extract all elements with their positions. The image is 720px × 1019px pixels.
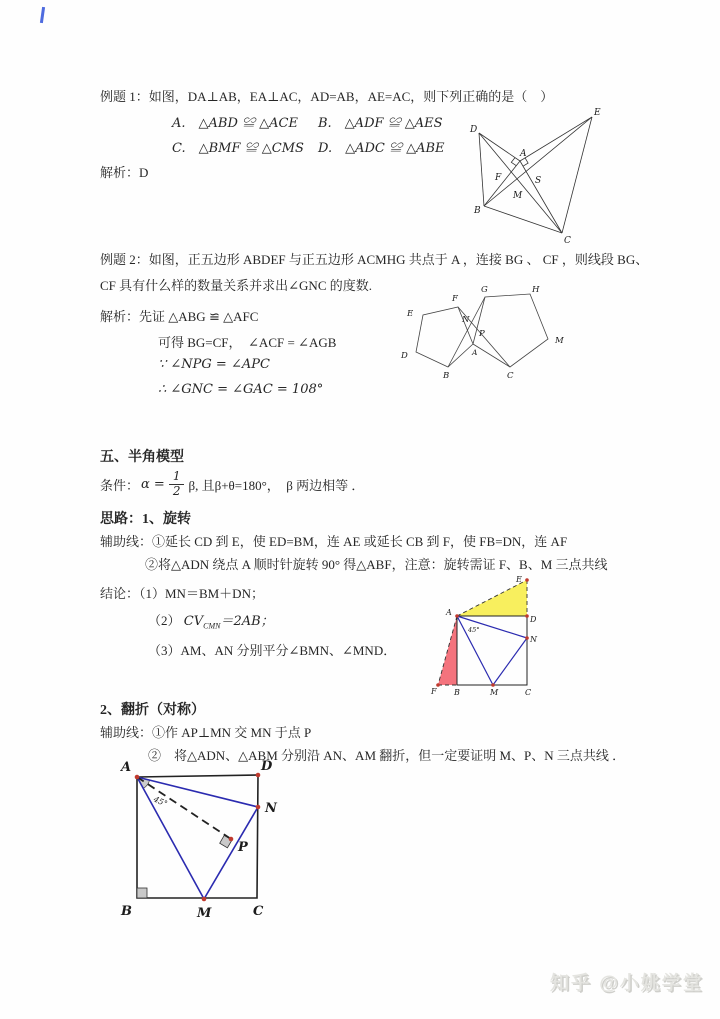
point-label-F: F bbox=[452, 294, 458, 304]
point-label-C: C bbox=[507, 371, 514, 381]
point-label-B: B bbox=[474, 206, 481, 216]
example2-solution-line1: 解析：先证 △ABG ≌ △AFC bbox=[100, 309, 259, 324]
conclusion-item2-subscript: CMN bbox=[203, 621, 221, 631]
fold-diagram bbox=[97, 757, 287, 922]
point-label-H: H bbox=[532, 285, 540, 295]
aux-line2: ②将△ADN 绕点 A 顺时针旋转 90° 得△ABF，注意：旋转需证 F、B、M 三点共线 bbox=[145, 557, 608, 572]
point-label-C: C bbox=[525, 688, 532, 697]
point-label-B: B bbox=[121, 904, 132, 919]
example1-diagram-labels bbox=[469, 108, 601, 246]
example2-line1: 例题 2：如图，正五边形 ABDEF 与正五边形 ACMHG 共点于 A ，连接 BG 、 CF ，则线段 BG、 bbox=[100, 252, 649, 267]
right-angle-mark-B bbox=[137, 888, 147, 898]
point-label-E: E bbox=[516, 575, 522, 584]
example1-option-a: A. △ABD ≌ △ACE bbox=[172, 116, 298, 131]
point-label-M: M bbox=[490, 688, 499, 697]
condition-fraction bbox=[169, 470, 185, 499]
example1-diagram bbox=[452, 103, 622, 248]
point-label-A: A bbox=[472, 348, 478, 357]
fold-aux-line1: 辅助线：①作 AP⊥MN 交 MN 于点 P bbox=[100, 725, 312, 740]
condition-alpha: α = bbox=[141, 476, 165, 492]
point-label-B: B bbox=[454, 688, 460, 697]
point-label-S: S bbox=[535, 176, 542, 186]
point-label-M: M bbox=[513, 191, 523, 201]
condition-rest: β, 且β+θ=180°， β 两边相等 ． bbox=[188, 477, 365, 493]
example2-diagram-labels bbox=[400, 285, 564, 381]
right-angle-mark-dab bbox=[511, 158, 516, 166]
example2-solution-line3: ∵ ∠NPG = ∠APC bbox=[158, 357, 270, 372]
point-label-A: A bbox=[446, 608, 452, 617]
fraction-numerator: 1 bbox=[169, 470, 185, 485]
point-label-D: D bbox=[261, 759, 273, 774]
conclusion-item3: （3）AM、AN 分别平分∠BMN、∠MND． bbox=[148, 643, 397, 658]
example2-diagram bbox=[393, 282, 673, 402]
point-label-P: P bbox=[479, 329, 485, 339]
stray-blue-mark bbox=[40, 7, 45, 23]
conclusion-item2 bbox=[148, 610, 274, 631]
section-heading-half-angle: 五、半角模型 bbox=[100, 450, 184, 465]
point-label-P: P bbox=[238, 840, 248, 855]
watermark: 知乎 @小姚学堂 bbox=[550, 973, 704, 994]
dashed-ap-line bbox=[137, 777, 231, 839]
example1-title: 例题 1：如图，DA⊥AB，EA⊥AC，AD=AB，AE=AC，则下列正确的是（ ） bbox=[100, 89, 554, 104]
example1-option-c: C. △BMF ≌ △CMS bbox=[172, 141, 304, 156]
rotation-diagram bbox=[424, 574, 549, 700]
point-label-N: N bbox=[530, 635, 537, 644]
example1-option-d: D. △ADC ≌ △ABE bbox=[318, 141, 445, 156]
point-label-F: F bbox=[431, 687, 437, 696]
conclusion-item2-prefix: （2） bbox=[148, 613, 181, 628]
point-label-E: E bbox=[594, 108, 601, 118]
condition-label: 条件： bbox=[100, 477, 140, 493]
fraction-denominator: 2 bbox=[172, 483, 181, 498]
point-label-N: N bbox=[462, 315, 470, 325]
angle-label-45: 45° bbox=[152, 794, 169, 809]
aux-line1: 辅助线：①延长 CD 到 E，使 ED=BM，连 AE 或延长 CB 到 F，使 FB=DN，连 AF bbox=[100, 534, 568, 549]
conclusion-item1: 结论：（1）MN＝BM＋DN； bbox=[100, 586, 264, 601]
point-label-C: C bbox=[253, 904, 264, 919]
example2-line2: CF 具有什么样的数量关系并求出∠GNC 的度数. bbox=[100, 278, 372, 293]
example2-solution-line2: 可得 BG=CF， ∠ACF = ∠AGB bbox=[158, 335, 337, 350]
conclusion-item2-cv: CV bbox=[183, 614, 204, 629]
point-label-M: M bbox=[555, 336, 564, 346]
point-label-E: E bbox=[407, 309, 414, 319]
example1-answer: 解析：D bbox=[100, 165, 149, 180]
point-label-C: C bbox=[564, 236, 571, 246]
point-label-A: A bbox=[520, 149, 527, 159]
point-label-B: B bbox=[443, 371, 450, 381]
fold-heading: 2、翻折（对称） bbox=[100, 703, 205, 718]
condition-line bbox=[100, 466, 364, 502]
fold-aux-line2: ② 将△ADN、△ABM 分别沿 AN、AM 翻折，但一定要证明 M、P、N 三点共线 ． bbox=[148, 748, 626, 763]
example1-option-b: B. △ADF ≌ △AES bbox=[318, 116, 443, 131]
point-label-F: F bbox=[495, 173, 502, 183]
point-label-D: D bbox=[401, 351, 408, 361]
angle-label-45: 45° bbox=[468, 626, 480, 634]
point-label-D: D bbox=[470, 125, 478, 135]
point-label-N: N bbox=[265, 801, 277, 816]
point-label-D: D bbox=[530, 615, 537, 624]
example2-solution-line4: ∴ ∠GNC = ∠GAC = 108° bbox=[158, 382, 324, 397]
approach-heading: 思路：1、旋转 bbox=[100, 512, 191, 527]
point-label-G: G bbox=[481, 285, 488, 295]
point-label-A: A bbox=[121, 760, 132, 775]
point-label-M: M bbox=[197, 906, 212, 921]
conclusion-item2-value: ＝2AB； bbox=[220, 614, 274, 629]
